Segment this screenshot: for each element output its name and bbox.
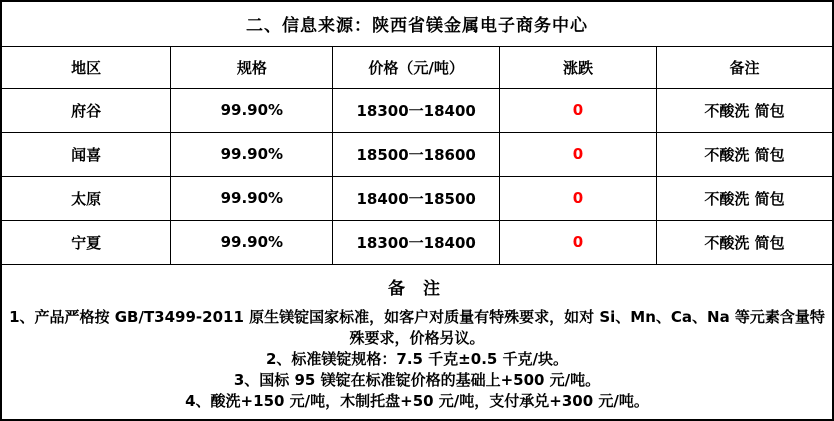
change-cell: 0 [499, 88, 656, 132]
column-header-region: 地区 [1, 46, 171, 88]
change-cell: 0 [499, 132, 656, 176]
region-cell: 太原 [1, 176, 171, 220]
table-row [1, 176, 833, 220]
price-cell: 18400一18500 [333, 176, 499, 220]
notes-heading: 备 注 [388, 278, 446, 299]
table-row [1, 132, 833, 176]
price-cell: 18500一18600 [333, 132, 499, 176]
notes-section [1, 264, 833, 420]
title-row [1, 1, 833, 46]
spec-cell: 99.90% [171, 88, 333, 132]
column-header-change: 涨跌 [499, 46, 656, 88]
remark-cell: 不酸洗 简包 [657, 132, 833, 176]
spec-cell: 99.90% [171, 132, 333, 176]
remark-cell: 不酸洗 简包 [657, 220, 833, 264]
region-cell: 宁夏 [1, 220, 171, 264]
table-title: 二、信息来源：陕西省镁金属电子商务中心 [1, 1, 833, 46]
change-cell: 0 [499, 220, 656, 264]
column-header-remark: 备注 [657, 46, 833, 88]
region-cell: 府谷 [1, 88, 171, 132]
note-line-3: 3、国标 95 镁锭在标准锭价格的基础上+500 元/吨。 [233, 370, 601, 389]
change-cell: 0 [499, 176, 656, 220]
remark-cell: 不酸洗 简包 [657, 176, 833, 220]
table-row [1, 220, 833, 264]
price-cell: 18300一18400 [333, 88, 499, 132]
note-line-2: 2、标准镁锭规格：7.5 千克±0.5 千克/块。 [265, 349, 569, 368]
region-cell: 闻喜 [1, 132, 171, 176]
note-line-1: 1、产品严格按 GB/T3499-2011 原生镁锭国家标准，如客户对质量有特殊要求，如对 Si、Mn、Ca、Na 等元素含量特殊要求，价格另议。 [9, 307, 825, 347]
column-header-price: 价格（元/吨） [333, 46, 499, 88]
table-row [1, 88, 833, 132]
note-line-4: 4、酸洗+150 元/吨，木制托盘+50 元/吨，支付承兑+300 元/吨。 [185, 391, 649, 410]
remark-cell: 不酸洗 简包 [657, 88, 833, 132]
header-row [1, 46, 833, 88]
notes-row [1, 264, 833, 420]
spec-cell: 99.90% [171, 176, 333, 220]
spec-cell: 99.90% [171, 220, 333, 264]
column-header-spec: 规格 [171, 46, 333, 88]
price-cell: 18300一18400 [333, 220, 499, 264]
